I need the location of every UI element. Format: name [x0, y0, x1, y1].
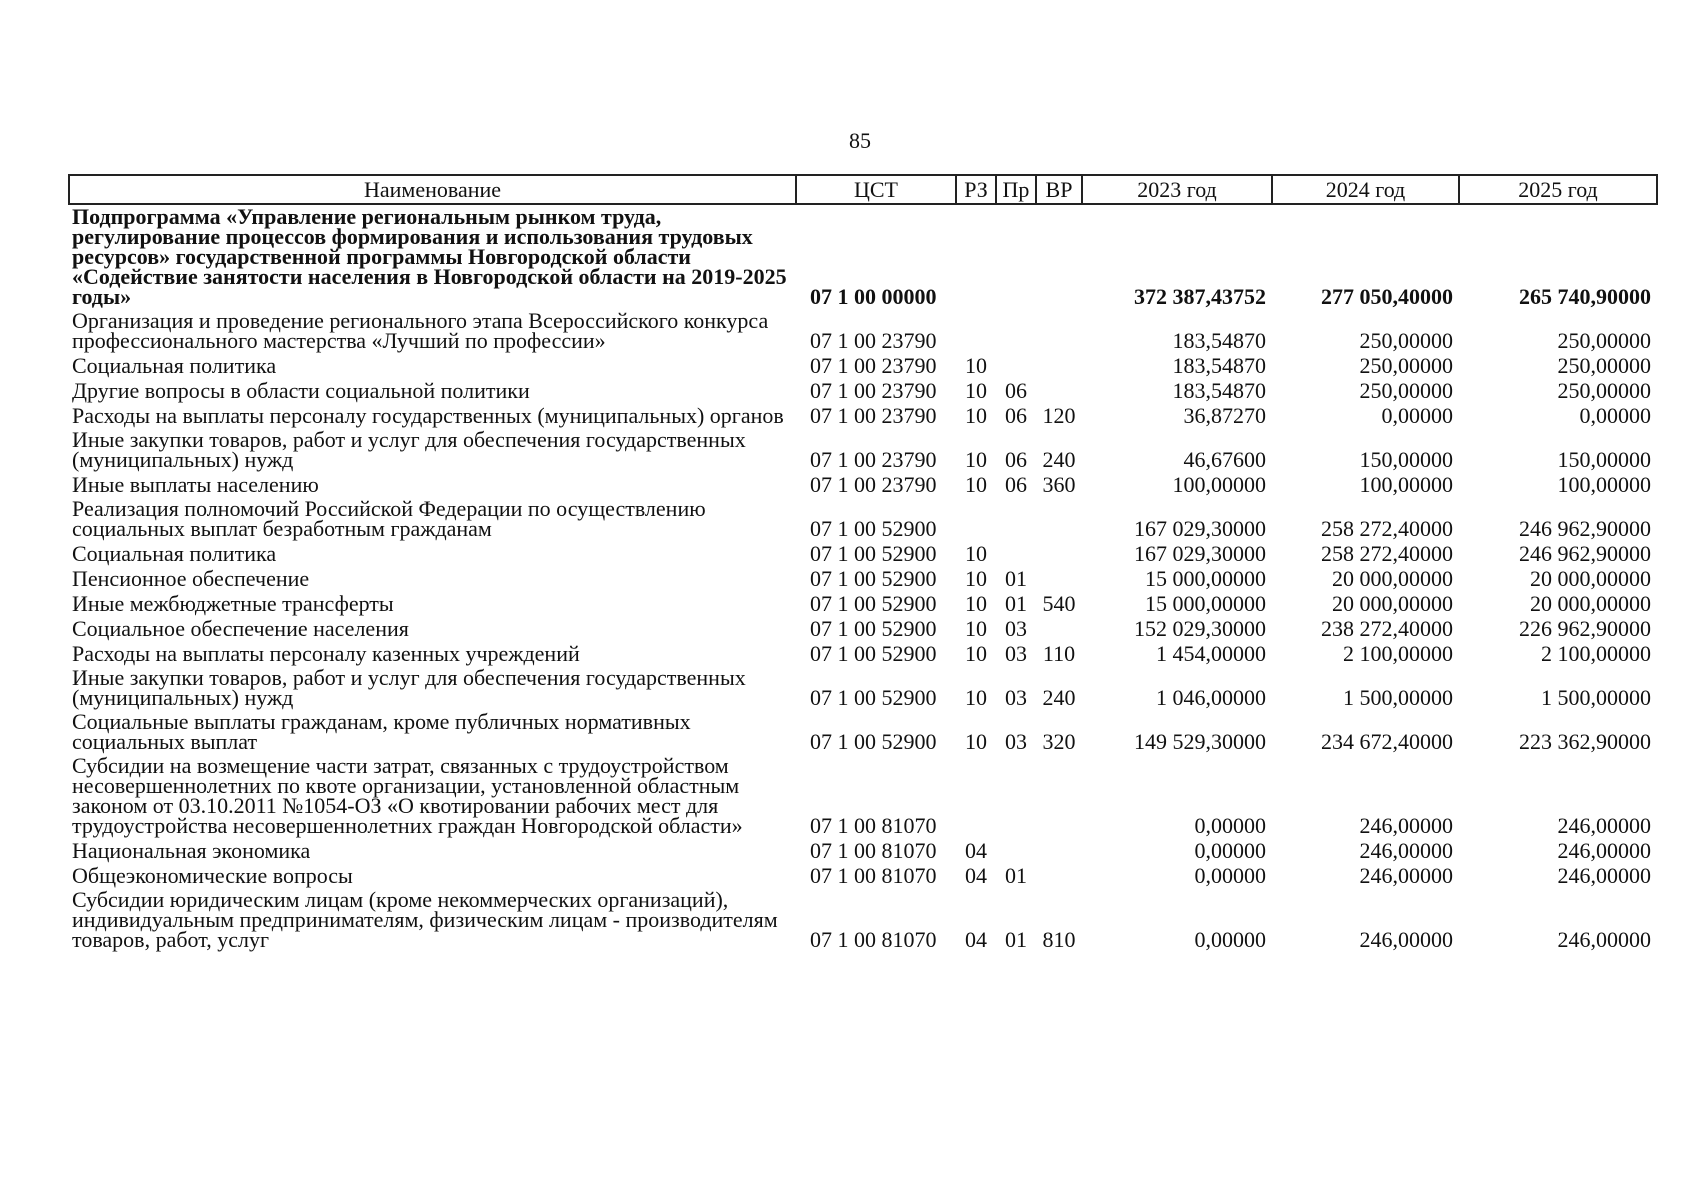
cell-y2025: 246,00000 — [1557, 813, 1651, 838]
table-row — [69, 666, 1657, 710]
cell-vr — [1036, 497, 1082, 541]
cell-y2023: 15 000,00000 — [1145, 566, 1266, 591]
cell-cst: 07 1 00 52900 — [810, 685, 937, 710]
cell-rz: 10 — [965, 353, 987, 378]
table-header-row — [69, 175, 1657, 204]
cell-vr — [1036, 566, 1082, 591]
cell-y2024: 0,00000 — [1381, 403, 1453, 428]
header-2024: 2024 год — [1272, 175, 1459, 204]
cell-rz: 10 — [965, 641, 987, 666]
cell-vr — [1036, 353, 1082, 378]
cell-y2025: 250,00000 — [1557, 378, 1651, 403]
cell-y2024: 20 000,00000 — [1332, 591, 1453, 616]
cell-pr: 03 — [1005, 729, 1027, 754]
cell-y2023: 1 046,00000 — [1156, 685, 1266, 710]
cell-y2025: 20 000,00000 — [1530, 591, 1651, 616]
cell-y2023: 152 029,30000 — [1134, 616, 1266, 641]
table-row — [69, 591, 1657, 616]
header-cst: ЦСТ — [796, 175, 956, 204]
cell-cst: 07 1 00 52900 — [810, 541, 937, 566]
cell-cst: 07 1 00 23790 — [810, 447, 937, 472]
cell-y2023: 1 454,00000 — [1156, 641, 1266, 666]
page-number: 85 — [849, 128, 871, 153]
cell-y2023: 0,00000 — [1194, 927, 1266, 952]
cell-y2024: 258 272,40000 — [1321, 541, 1453, 566]
cell-cst: 07 1 00 52900 — [810, 641, 937, 666]
cell-y2023: 167 029,30000 — [1134, 541, 1266, 566]
cell-name: Подпрограмма «Управление региональным рынком труда, регулирование процессов формирования и использования трудовых ресурсов» государственной программы Новгородской области «Содействие занятости населения в Новгородской области на 2019-2025 годы» — [72, 204, 787, 309]
header-pr: Пр — [996, 175, 1036, 204]
cell-vr — [1036, 309, 1082, 353]
cell-y2023: 183,54870 — [1172, 353, 1266, 378]
header-rz: РЗ — [956, 175, 996, 204]
cell-name: Пенсионное обеспечение — [72, 566, 310, 591]
cell-y2023: 46,67600 — [1183, 447, 1266, 472]
table-row — [69, 472, 1657, 497]
cell-y2023: 15 000,00000 — [1145, 591, 1266, 616]
cell-name: Расходы на выплаты персоналу казенных учреждений — [72, 641, 580, 666]
cell-vr: 240 — [1042, 447, 1076, 472]
cell-y2025: 250,00000 — [1557, 328, 1651, 353]
cell-vr: 810 — [1042, 927, 1076, 952]
cell-y2024: 250,00000 — [1359, 328, 1453, 353]
cell-y2025: 2 100,00000 — [1541, 641, 1651, 666]
cell-pr: 03 — [1005, 685, 1027, 710]
cell-y2024: 258 272,40000 — [1321, 516, 1453, 541]
cell-y2025: 250,00000 — [1557, 353, 1651, 378]
table-row — [69, 863, 1657, 888]
cell-y2024: 234 672,40000 — [1321, 729, 1453, 754]
cell-y2024: 2 100,00000 — [1343, 641, 1453, 666]
cell-y2024: 246,00000 — [1359, 838, 1453, 863]
table-row — [69, 309, 1657, 353]
cell-rz: 10 — [965, 566, 987, 591]
cell-y2025: 1 500,00000 — [1541, 685, 1651, 710]
cell-rz: 04 — [965, 927, 987, 952]
cell-pr: 06 — [1005, 447, 1027, 472]
cell-y2023: 183,54870 — [1172, 328, 1266, 353]
cell-y2025: 246,00000 — [1557, 927, 1651, 952]
cell-cst: 07 1 00 52900 — [810, 516, 937, 541]
cell-y2023: 167 029,30000 — [1134, 516, 1266, 541]
cell-rz — [956, 309, 996, 353]
cell-y2025: 226 962,90000 — [1519, 616, 1651, 641]
cell-name: Субсидии юридическим лицам (кроме некоммерческих организаций), индивидуальным предпринимателям, физическим лицам - производителям товаров, работ, услуг — [72, 887, 778, 952]
table-row — [69, 497, 1657, 541]
cell-y2025: 223 362,90000 — [1519, 729, 1651, 754]
cell-y2023: 36,87270 — [1183, 403, 1266, 428]
table-row — [69, 710, 1657, 754]
cell-y2025: 246 962,90000 — [1519, 516, 1651, 541]
cell-pr — [996, 541, 1036, 566]
cell-y2025: 246,00000 — [1557, 838, 1651, 863]
cell-pr: 01 — [1005, 591, 1027, 616]
cell-rz: 10 — [965, 616, 987, 641]
cell-y2025: 0,00000 — [1579, 403, 1651, 428]
cell-rz: 10 — [965, 729, 987, 754]
table-row — [69, 204, 1657, 309]
cell-y2025: 150,00000 — [1557, 447, 1651, 472]
cell-vr — [1036, 378, 1082, 403]
cell-name: Расходы на выплаты персоналу государственных (муниципальных) органов — [72, 403, 784, 428]
cell-pr — [996, 497, 1036, 541]
cell-pr: 06 — [1005, 378, 1027, 403]
cell-cst: 07 1 00 52900 — [810, 566, 937, 591]
cell-rz — [956, 497, 996, 541]
cell-name: Организация и проведение регионального этапа Всероссийского конкурса профессионального мастерства «Лучший по профессии» — [72, 308, 769, 353]
cell-name: Национальная экономика — [72, 838, 311, 863]
cell-rz: 10 — [965, 472, 987, 497]
cell-y2023: 0,00000 — [1194, 813, 1266, 838]
cell-pr — [996, 838, 1036, 863]
cell-y2024: 250,00000 — [1359, 353, 1453, 378]
cell-y2024: 238 272,40000 — [1321, 616, 1453, 641]
cell-vr: 120 — [1042, 403, 1076, 428]
cell-vr: 360 — [1042, 472, 1076, 497]
cell-y2025: 246 962,90000 — [1519, 541, 1651, 566]
cell-vr: 110 — [1042, 641, 1076, 666]
cell-y2024: 246,00000 — [1359, 813, 1453, 838]
cell-vr — [1036, 863, 1082, 888]
cell-name: Общеэкономические вопросы — [72, 863, 353, 888]
cell-cst: 07 1 00 23790 — [810, 353, 937, 378]
cell-vr — [1036, 541, 1082, 566]
cell-y2023: 0,00000 — [1194, 863, 1266, 888]
cell-pr — [996, 754, 1036, 838]
cell-vr — [1036, 616, 1082, 641]
cell-pr: 01 — [1005, 566, 1027, 591]
cell-cst: 07 1 00 81070 — [810, 813, 937, 838]
cell-cst: 07 1 00 23790 — [810, 378, 937, 403]
cell-pr — [996, 353, 1036, 378]
cell-pr: 06 — [1005, 403, 1027, 428]
cell-y2024: 150,00000 — [1359, 447, 1453, 472]
table-row — [69, 428, 1657, 472]
cell-y2025: 100,00000 — [1557, 472, 1651, 497]
cell-cst: 07 1 00 81070 — [810, 927, 937, 952]
cell-pr — [996, 204, 1036, 309]
cell-vr: 240 — [1042, 685, 1076, 710]
cell-name: Реализация полномочий Российской Федерации по осуществлению социальных выплат безработным гражданам — [72, 496, 706, 541]
cell-rz: 10 — [965, 541, 987, 566]
cell-y2023: 149 529,30000 — [1134, 729, 1266, 754]
cell-cst: 07 1 00 52900 — [810, 729, 937, 754]
cell-pr: 03 — [1005, 641, 1027, 666]
cell-vr: 540 — [1042, 591, 1076, 616]
cell-y2024: 277 050,40000 — [1321, 284, 1453, 309]
cell-cst: 07 1 00 81070 — [810, 838, 937, 863]
cell-rz — [956, 754, 996, 838]
table-body — [69, 204, 1657, 952]
table-row — [69, 838, 1657, 863]
cell-rz: 10 — [965, 378, 987, 403]
cell-cst: 07 1 00 23790 — [810, 403, 937, 428]
cell-pr: 06 — [1005, 472, 1027, 497]
cell-name: Социальные выплаты гражданам, кроме публичных нормативных социальных выплат — [72, 709, 691, 754]
cell-pr: 01 — [1005, 927, 1027, 952]
cell-name: Социальное обеспечение населения — [72, 616, 409, 641]
cell-pr — [996, 309, 1036, 353]
cell-y2024: 250,00000 — [1359, 378, 1453, 403]
cell-vr — [1036, 838, 1082, 863]
table-row — [69, 566, 1657, 591]
table-row — [69, 378, 1657, 403]
cell-y2023: 183,54870 — [1172, 378, 1266, 403]
cell-y2023: 0,00000 — [1194, 838, 1266, 863]
cell-y2024: 100,00000 — [1359, 472, 1453, 497]
cell-y2024: 246,00000 — [1359, 927, 1453, 952]
table-row — [69, 641, 1657, 666]
table-row — [69, 403, 1657, 428]
cell-y2024: 20 000,00000 — [1332, 566, 1453, 591]
cell-name: Другие вопросы в области социальной политики — [72, 378, 530, 403]
cell-rz: 04 — [965, 863, 987, 888]
cell-name: Социальная политика — [72, 353, 277, 378]
table-row — [69, 353, 1657, 378]
cell-name: Иные закупки товаров, работ и услуг для обеспечения государственных (муниципальных) нужд — [72, 665, 746, 710]
cell-rz: 04 — [965, 838, 987, 863]
cell-y2024: 1 500,00000 — [1343, 685, 1453, 710]
cell-y2023: 100,00000 — [1172, 472, 1266, 497]
cell-y2023: 372 387,43752 — [1134, 284, 1266, 309]
cell-rz: 10 — [965, 403, 987, 428]
table-row — [69, 754, 1657, 838]
cell-cst: 07 1 00 52900 — [810, 616, 937, 641]
cell-rz: 10 — [965, 591, 987, 616]
cell-name: Социальная политика — [72, 541, 277, 566]
cell-y2025: 20 000,00000 — [1530, 566, 1651, 591]
cell-pr: 03 — [1005, 616, 1027, 641]
cell-cst: 07 1 00 00000 — [810, 284, 937, 309]
header-2023: 2023 год — [1082, 175, 1272, 204]
cell-name: Иные выплаты населению — [72, 472, 319, 497]
cell-vr: 320 — [1042, 729, 1076, 754]
header-name: Наименование — [69, 175, 796, 204]
cell-rz — [956, 204, 996, 309]
header-2025: 2025 год — [1459, 175, 1657, 204]
header-vr: ВР — [1036, 175, 1082, 204]
cell-y2025: 246,00000 — [1557, 863, 1651, 888]
table-row — [69, 541, 1657, 566]
table-row — [69, 616, 1657, 641]
cell-rz: 10 — [965, 447, 987, 472]
cell-cst: 07 1 00 23790 — [810, 472, 937, 497]
cell-name: Субсидии на возмещение части затрат, связанных с трудоустройством несовершеннолетних по квоте организации, установленной областным законом от 03.10.2011 №1054-ОЗ «О квотировании рабочих мест для трудоустройства несовершеннолетних граждан Новгородской области» — [72, 753, 743, 838]
cell-cst: 07 1 00 52900 — [810, 591, 937, 616]
cell-cst: 07 1 00 81070 — [810, 863, 937, 888]
cell-y2024: 246,00000 — [1359, 863, 1453, 888]
budget-table — [68, 174, 1658, 952]
cell-vr — [1036, 204, 1082, 309]
cell-vr — [1036, 754, 1082, 838]
cell-pr: 01 — [1005, 863, 1027, 888]
table-row — [69, 888, 1657, 952]
cell-y2025: 265 740,90000 — [1519, 284, 1651, 309]
cell-name: Иные закупки товаров, работ и услуг для обеспечения государственных (муниципальных) нужд — [72, 427, 746, 472]
cell-name: Иные межбюджетные трансферты — [72, 591, 394, 616]
cell-cst: 07 1 00 23790 — [810, 328, 937, 353]
cell-rz: 10 — [965, 685, 987, 710]
